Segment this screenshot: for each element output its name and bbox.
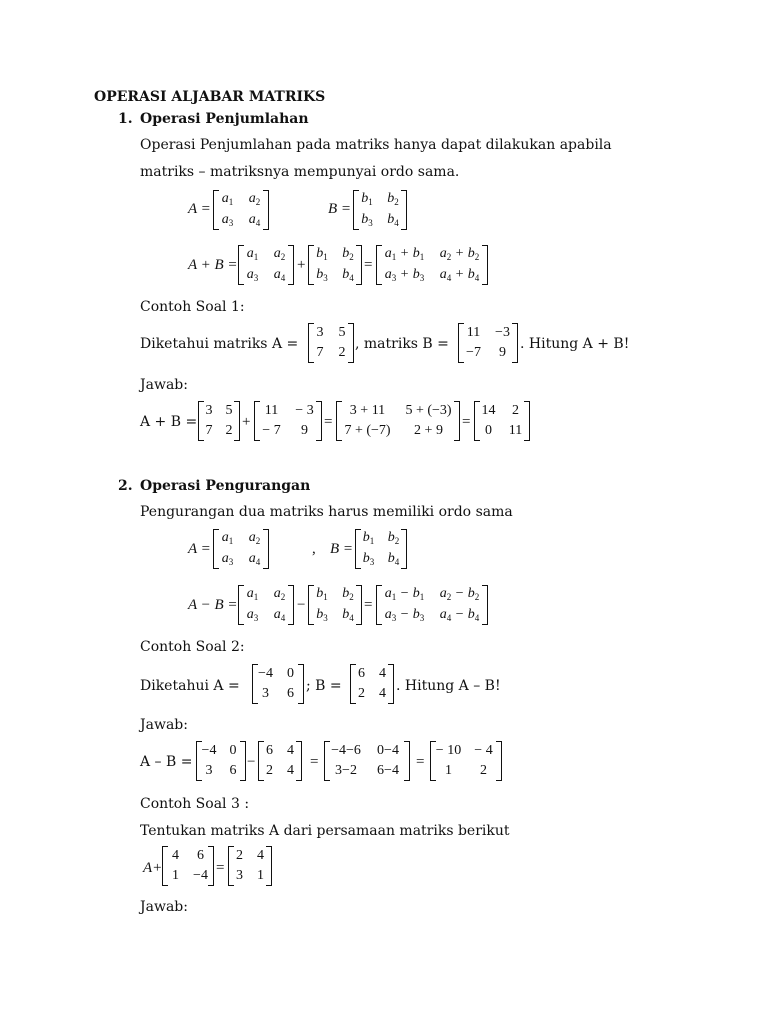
matrix-cell: 5 (225, 403, 233, 418)
diff-formula-a-matrix: $a_1$ $a_2$ $a_3$ $a_4$ (238, 585, 294, 625)
matrix-cell: 6 (266, 743, 273, 758)
sum-formula-plus: + (297, 257, 306, 273)
example-1-answer-label: Jawab: (140, 377, 188, 393)
sum-formula-equals: = (364, 257, 373, 273)
def2-a-matrix: $a_1$ $a_2$ $a_3$ $a_4$ (213, 529, 269, 569)
example-2-equals-2: = (416, 754, 425, 770)
example-2-answer-label: Jawab: (140, 717, 188, 733)
matrix-cell: 3 (205, 403, 213, 418)
matrix-cell: 11 (264, 403, 279, 418)
matrix-cell: 14 (481, 403, 496, 418)
matrix-cell: 9 (499, 345, 506, 360)
matrix-cell: 2 (512, 403, 519, 418)
example-1-equals-1: = (324, 414, 333, 430)
sum-formula-b-matrix: $b_1$ $b_2$ $b_3$ $b_4$ (308, 245, 362, 285)
matrix-cell: 2 (225, 423, 233, 438)
matrix-cell: 1 (172, 868, 179, 883)
example-3-answer-label: Jawab: (140, 899, 188, 915)
section-1-desc-line1: Operasi Penjumlahan pada matriks hanya dapat dilakukan apabila (140, 137, 612, 153)
section-2-heading: Operasi Pengurangan (140, 478, 311, 494)
section-2-desc-line1: Pengurangan dua matriks harus memiliki ordo sama (140, 504, 513, 520)
diff-formula-minus: − (297, 597, 306, 613)
example-1-equals-2: = (462, 414, 471, 430)
matrix-cell: − 4 (474, 743, 493, 758)
matrix-cell: 6 (197, 848, 204, 863)
matrix-cell: 2 (358, 686, 365, 701)
matrix-cell: 11 (466, 325, 481, 340)
section-2-number: 2. (118, 478, 133, 494)
example-1-answer-prefix: A + B = (140, 414, 198, 430)
matrix-cell: −4 (258, 666, 273, 681)
matrix-cell: 7 (205, 423, 213, 438)
matrix-cell: 4 (287, 763, 294, 778)
section-1-number: 1. (118, 111, 133, 127)
matrix-cell: 4 (379, 686, 386, 701)
matrix-cell: − 3 (295, 403, 314, 418)
example-2-equals-1: = (310, 754, 319, 770)
diff-formula-label: A − B = (188, 597, 238, 613)
matrix-cell: −3 (495, 325, 510, 340)
section-1-desc-line2: matriks – matriksnya mempunyai ordo sama. (140, 164, 460, 180)
matrix-cell: 0 (287, 666, 294, 681)
sum-formula-label: A + B = (188, 257, 238, 273)
example-2-step1-matrix (196, 741, 246, 781)
matrix-cell: 3 (236, 868, 243, 883)
matrix-cell: 4 (257, 848, 264, 863)
example-3-matrix-2 (228, 846, 272, 886)
def2-a-label: A = (188, 541, 211, 557)
example-2-step3-matrix (324, 741, 410, 781)
matrix-cell: 1 (445, 763, 452, 778)
matrix-cell: 2 (338, 345, 346, 360)
sum-formula-result-matrix: $a_1 + b_1$ $a_2 + b_2$ $a_3 + b_3$ $a_4 + b_4$ (376, 245, 488, 285)
matrix-cell: 6 (229, 763, 237, 778)
sum-formula-a-matrix: $a_1$ $a_2$ $a_3$ $a_4$ (238, 245, 294, 285)
matrix-cell: 7 (316, 345, 324, 360)
page-title: OPERASI ALJABAR MATRIKS (94, 89, 326, 105)
matrix-cell: 2 + 9 (414, 423, 443, 438)
def2-b-matrix: $b_1$ $b_2$ $b_3$ $b_4$ (355, 529, 407, 569)
example-1-step1-matrix (198, 401, 240, 441)
matrix-cell: 3 (316, 325, 324, 340)
diff-formula-equals: = (364, 597, 373, 613)
example-1-matrix-a (308, 323, 354, 363)
matrix-cell: − 7 (262, 423, 281, 438)
matrix-cell: −4 (201, 743, 217, 758)
matrix-cell: − 10 (435, 743, 462, 758)
example-3-label: Contoh Soal 3 : (140, 796, 250, 812)
example-2-matrix-a (252, 664, 304, 704)
matrix-cell: 5 + (−3) (405, 403, 452, 418)
example-2-question-part2: ; B = (306, 678, 342, 694)
example-1-step3-matrix (336, 401, 460, 441)
example-2-answer-prefix: A – B = (140, 754, 193, 770)
example-3-text: Tentukan matriks A dari persamaan matriks berikut (140, 823, 510, 839)
matrix-cell: 2 (480, 763, 487, 778)
example-1-question-part2: , matriks B = (355, 336, 449, 352)
matrix-cell: −4−6 (331, 743, 361, 758)
matrix-cell: 4 (287, 743, 294, 758)
matrix-cell: 4 (172, 848, 179, 863)
matrix-cell: 0 (485, 423, 492, 438)
matrix-cell: 5 (338, 325, 346, 340)
def-a-label: A = (188, 201, 211, 217)
matrix-cell: 3 (205, 763, 213, 778)
matrix-cell: 9 (301, 423, 308, 438)
example-3-matrix-1 (162, 846, 214, 886)
matrix-cell: 3 + 11 (349, 403, 386, 418)
matrix-cell: 2 (236, 848, 243, 863)
matrix-cell: 0−4 (377, 743, 399, 758)
matrix-cell: 11 (508, 423, 523, 438)
diff-formula-b-matrix: $b_1$ $b_2$ $b_3$ $b_4$ (308, 585, 362, 625)
matrix-cell: 4 (379, 666, 386, 681)
matrix-cell: 6 (358, 666, 365, 681)
def-a-matrix: $a_1$ $a_2$ $a_3$ $a_4$ (213, 190, 269, 230)
example-2-question-part1: Diketahui A = (140, 678, 240, 694)
example-1-plus: + (242, 414, 251, 430)
example-1-matrix-b (458, 323, 518, 363)
example-1-result-matrix (474, 401, 530, 441)
example-1-step2-matrix (254, 401, 322, 441)
matrix-cell: −4 (193, 868, 208, 883)
matrix-cell: 7 + (−7) (344, 423, 391, 438)
example-2-result-matrix (430, 741, 502, 781)
diff-formula-result-matrix: $a_1 - b_1$ $a_2 - b_2$ $a_3 - b_3$ $a_4 - b_4$ (376, 585, 488, 625)
def-b-label: B = (328, 201, 352, 217)
def2-comma: , (312, 541, 316, 557)
def-b-matrix: $b_1$ $b_2$ $b_3$ $b_4$ (353, 190, 407, 230)
example-1-question-part1: Diketahui matriks A = (140, 336, 299, 352)
example-2-minus: − (247, 754, 256, 770)
example-1-label: Contoh Soal 1: (140, 299, 245, 315)
def2-b-label: B = (330, 541, 354, 557)
matrix-cell: 6−4 (377, 763, 399, 778)
example-2-matrix-b (350, 664, 394, 704)
example-1-question-part3: . Hitung A + B! (520, 336, 630, 352)
matrix-cell: −7 (466, 345, 481, 360)
example-3-a-plus: A+ (143, 860, 163, 876)
example-2-step2-matrix (258, 741, 302, 781)
matrix-cell: 6 (287, 686, 294, 701)
matrix-cell: 3−2 (335, 763, 357, 778)
matrix-cell: 2 (266, 763, 273, 778)
example-2-question-part3: . Hitung A – B! (396, 678, 501, 694)
example-3-equals: = (216, 860, 225, 876)
matrix-cell: 3 (262, 686, 269, 701)
matrix-cell: 1 (257, 868, 264, 883)
matrix-cell: 0 (229, 743, 237, 758)
example-2-label: Contoh Soal 2: (140, 639, 245, 655)
section-1-heading: Operasi Penjumlahan (140, 111, 309, 127)
